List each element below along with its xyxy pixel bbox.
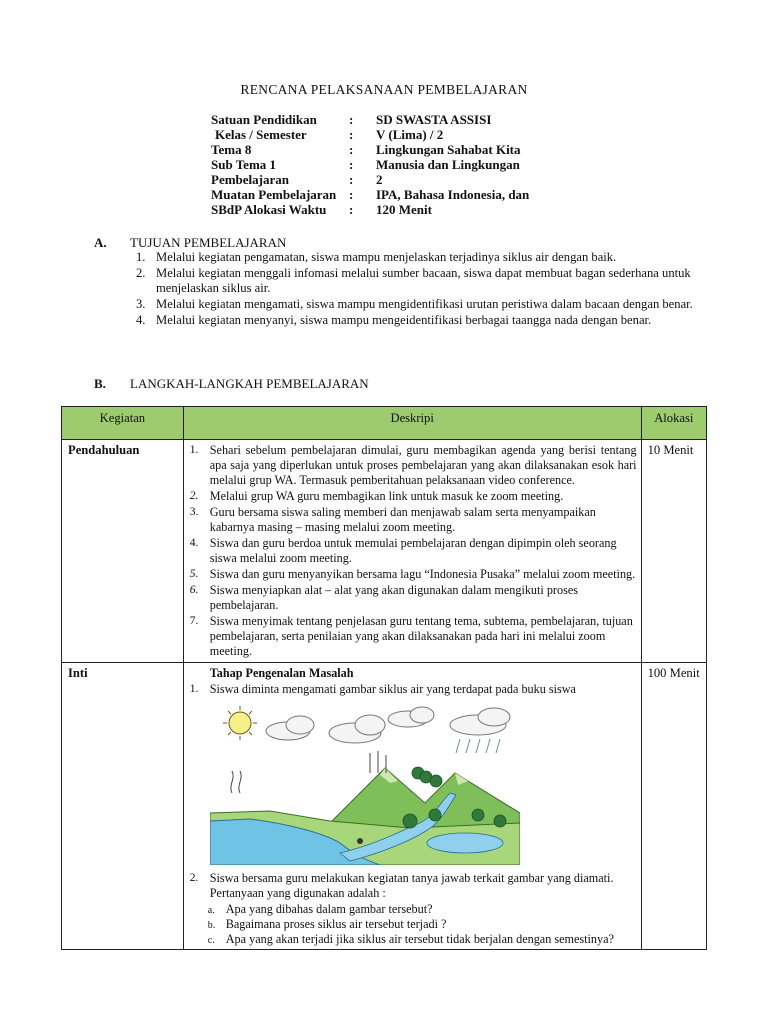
list-number: 1. (189, 683, 199, 695)
list-number: 2. (136, 266, 146, 280)
question-item (190, 902, 637, 917)
list-text: Siswa dan guru berdoa untuk memulai pembelajaran dengan dipimpin oleh seorang siswa melalui zoom meeting. (209, 536, 617, 565)
question-letter: a. (207, 905, 215, 916)
deskripsi-cell (183, 663, 641, 950)
list-text: Melalui kegiatan mengamati, siswa mampu mengidentifikasi urutan peristiwa dalam bacaan dengan benar. (156, 297, 693, 311)
list-number: 5. (189, 568, 199, 580)
list-number: 2. (189, 490, 199, 502)
list-text: Sehari sebelum pembelajaran dimulai, guru membagikan agenda yang berisi tentang apa saja yang diperlukan untuk proses pembelajaran yang akan dilaksanakan esok hari melalui grup WA. Termasuk pemberitahuan pelaksanaan video conference. (209, 443, 637, 487)
table-row-inti (62, 663, 707, 950)
list-item (136, 313, 696, 328)
alokasi-cell: 10 Menit (641, 440, 706, 663)
table-header-row (62, 407, 707, 440)
question-text: Apa yang akan terjadi jika siklus air tersebut tidak berjalan dengan semestinya? (225, 932, 614, 946)
header-alokasi: Alokasi (641, 407, 706, 440)
info-value: Lingkungan Sahabat Kita (376, 142, 521, 157)
section-letter: A. (94, 235, 107, 250)
header-kegiatan: Kegiatan (62, 407, 184, 440)
section-a-heading (94, 235, 494, 251)
list-item (190, 536, 637, 566)
info-value: Manusia dan Lingkungan (376, 157, 520, 172)
info-row (211, 172, 611, 187)
person-icon (357, 838, 363, 844)
lake-shape (427, 833, 503, 853)
info-value: SD SWASTA ASSISI (376, 112, 492, 127)
deskripsi-cell (183, 440, 641, 663)
info-value: 2 (376, 172, 383, 187)
list-text: Siswa bersama guru melakukan kegiatan tanya jawab terkait gambar yang diamati. Pertanyaan yang digunakan adalah : (209, 871, 614, 900)
info-label: Sub Tema 1 (211, 157, 277, 172)
info-row (211, 187, 611, 202)
info-colon: : (349, 127, 354, 142)
list-text: Siswa menyiapkan alat – alat yang akan digunakan dalam mengikuti proses pembelajaran. (209, 583, 578, 612)
list-item (136, 266, 696, 296)
document-title: RENCANA PELAKSANAAN PEMBELAJARAN (240, 82, 528, 97)
info-value: IPA, Bahasa Indonesia, dan (376, 187, 530, 202)
info-colon: : (349, 172, 354, 187)
info-colon: : (349, 202, 354, 217)
list-text: Siswa menyimak tentang penjelasan guru tentang tema, subtema, pembelajaran, tujuan pembelajaran, serta penilaian yang akan dilaksanakan pada hari ini melalui zoom meeting. (209, 614, 633, 658)
info-label: Kelas / Semester (215, 127, 307, 142)
info-label: Muatan Pembelajaran (211, 187, 337, 202)
objectives-list (136, 250, 696, 329)
list-item (190, 443, 637, 488)
list-text: Melalui kegiatan menggali infomasi melalui sumber bacaan, siswa dapat membuat bagan sederhana untuk menjelaskan siklus air. (156, 266, 691, 295)
alokasi-cell: 100 Menit (641, 663, 706, 950)
list-item (190, 614, 637, 659)
question-letter: b. (207, 920, 216, 931)
info-colon: : (349, 157, 354, 172)
water-cycle-illustration (210, 703, 520, 865)
list-item (136, 297, 696, 312)
info-value: 120 Menit (376, 202, 432, 217)
list-number: 4. (189, 537, 199, 549)
section-b-heading (94, 376, 494, 392)
info-block (211, 112, 611, 217)
list-number: 1. (136, 250, 146, 264)
info-label: Tema 8 (211, 142, 252, 157)
list-number: 3. (189, 506, 199, 518)
list-number: 3. (136, 297, 146, 311)
tahap-heading: Tahap Pengenalan Masalah (209, 666, 354, 680)
list-text: Guru bersama siswa saling memberi dan menjawab salam serta menyampaikan kabarnya masing – masing melalui zoom meeting. (209, 505, 596, 534)
section-letter: B. (94, 376, 106, 391)
table-row-pendahuluan (62, 440, 707, 663)
list-item (190, 489, 637, 504)
section-title: LANGKAH-LANGKAH PEMBELAJARAN (130, 376, 369, 391)
list-number: 2. (189, 872, 199, 884)
info-colon: : (349, 187, 354, 202)
list-text: Melalui kegiatan menyanyi, siswa mampu mengeidentifikasi berbagai taangga nada dengan benar. (156, 313, 652, 327)
list-number: 7. (189, 615, 199, 627)
kegiatan-cell: Pendahuluan (62, 440, 184, 663)
info-colon: : (349, 112, 354, 127)
question-item (190, 917, 637, 932)
section-title: TUJUAN PEMBELAJARAN (130, 235, 287, 250)
list-item (190, 871, 637, 901)
info-label: SBdP Alokasi Waktu (211, 202, 327, 217)
list-text: Siswa diminta mengamati gambar siklus air yang terdapat pada buku siswa (209, 682, 576, 696)
header-deskripsi: Deskripi (183, 407, 641, 440)
question-letter: c. (207, 935, 215, 946)
kegiatan-cell: Inti (62, 663, 184, 950)
list-text: Melalui grup WA guru membagikan link untuk masuk ke zoom meeting. (209, 489, 564, 503)
list-number: 6. (189, 584, 199, 596)
list-item (136, 250, 696, 265)
info-value: V (Lima) / 2 (376, 127, 444, 142)
list-number: 4. (136, 313, 146, 327)
info-row (211, 142, 611, 157)
info-row (211, 202, 611, 217)
question-text: Apa yang dibahas dalam gambar tersebut? (225, 902, 433, 916)
list-item (190, 567, 637, 582)
list-item (190, 583, 637, 613)
info-label: Pembelajaran (211, 172, 289, 187)
info-colon: : (349, 142, 354, 157)
list-number: 1. (189, 444, 199, 456)
info-row (211, 157, 611, 172)
question-item (190, 932, 637, 947)
list-text: Melalui kegiatan pengamatan, siswa mampu menjelaskan terjadinya siklus air dengan baik. (156, 250, 617, 264)
info-row (211, 127, 611, 142)
list-item (190, 505, 637, 535)
info-row (211, 112, 611, 127)
info-label: Satuan Pendidikan (211, 112, 317, 127)
list-item (190, 682, 637, 697)
steps-table (61, 406, 707, 950)
question-text: Bagaimana proses siklus air tersebut terjadi ? (225, 917, 447, 931)
list-text: Siswa dan guru menyanyikan bersama lagu “Indonesia Pusaka” melalui zoom meeting. (209, 567, 636, 581)
